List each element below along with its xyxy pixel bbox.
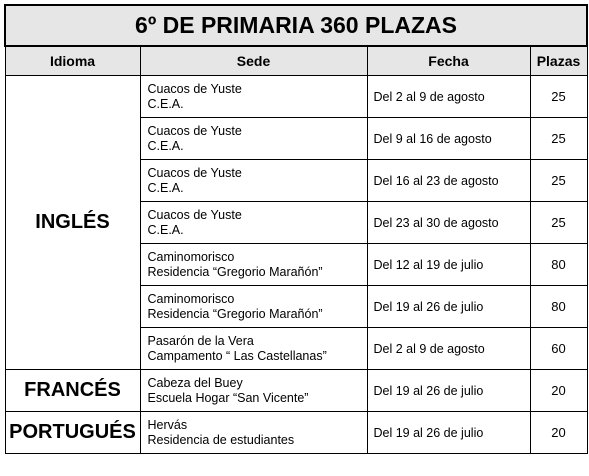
sede-town: Caminomorisco	[147, 291, 235, 306]
sede-venue: Campamento “ Las Castellanas”	[147, 348, 327, 363]
sede-cell	[140, 244, 367, 286]
table-title: 6º DE PRIMARIA 360 PLAZAS	[5, 5, 587, 46]
sede-town: Cuacos de Yuste	[147, 207, 242, 222]
sede-cell	[140, 118, 367, 160]
fecha-cell: Del 23 al 30 de agosto	[367, 202, 530, 244]
fecha-cell: Del 19 al 26 de julio	[367, 412, 530, 454]
plazas-cell: 25	[530, 76, 587, 118]
header-plazas: Plazas	[530, 46, 587, 76]
sede-town: Cuacos de Yuste	[147, 165, 242, 180]
sede-venue: Residencia “Gregorio Marañón”	[147, 306, 323, 321]
sede-venue: C.E.A.	[147, 138, 184, 153]
fecha-cell: Del 12 al 19 de julio	[367, 244, 530, 286]
fecha-cell: Del 19 al 26 de julio	[367, 370, 530, 412]
idioma-cell-frances: FRANCÉS	[5, 370, 140, 412]
sede-cell	[140, 328, 367, 370]
title-row	[5, 5, 587, 46]
plazas-cell: 25	[530, 202, 587, 244]
sede-town: Caminomorisco	[147, 249, 235, 264]
plazas-cell: 25	[530, 118, 587, 160]
sede-town: Hervás	[147, 417, 188, 432]
fecha-cell: Del 19 al 26 de julio	[367, 286, 530, 328]
sede-cell	[140, 286, 367, 328]
fecha-cell: Del 2 al 9 de agosto	[367, 328, 530, 370]
sede-cell	[140, 202, 367, 244]
table-row	[5, 370, 587, 412]
plazas-cell: 80	[530, 244, 587, 286]
table-row	[5, 76, 587, 118]
sede-town: Cabeza del Buey	[147, 375, 243, 390]
sede-venue: C.E.A.	[147, 96, 184, 111]
plazas-cell: 60	[530, 328, 587, 370]
header-fecha: Fecha	[367, 46, 530, 76]
fecha-cell: Del 16 al 23 de agosto	[367, 160, 530, 202]
sede-venue: Residencia “Gregorio Marañón”	[147, 264, 323, 279]
sede-cell	[140, 160, 367, 202]
table-row	[5, 412, 587, 454]
sede-venue: Escuela Hogar “San Vicente”	[147, 390, 309, 405]
fecha-cell: Del 2 al 9 de agosto	[367, 76, 530, 118]
idioma-cell-ingles: INGLÉS	[5, 76, 140, 370]
sede-cell	[140, 370, 367, 412]
sede-venue: C.E.A.	[147, 180, 184, 195]
sede-town: Pasarón de la Vera	[147, 333, 254, 348]
plazas-cell: 20	[530, 370, 587, 412]
sede-town: Cuacos de Yuste	[147, 81, 242, 96]
fecha-cell: Del 9 al 16 de agosto	[367, 118, 530, 160]
idioma-cell-portugues: PORTUGUÉS	[5, 412, 140, 454]
sede-cell	[140, 412, 367, 454]
header-idioma: Idioma	[5, 46, 140, 76]
sede-cell	[140, 76, 367, 118]
sede-venue: C.E.A.	[147, 222, 184, 237]
sede-town: Cuacos de Yuste	[147, 123, 242, 138]
plazas-cell: 25	[530, 160, 587, 202]
header-sede: Sede	[140, 46, 367, 76]
plazas-cell: 80	[530, 286, 587, 328]
header-row	[5, 46, 587, 76]
plazas-cell: 20	[530, 412, 587, 454]
plazas-table	[4, 4, 588, 454]
sede-venue: Residencia de estudiantes	[147, 432, 295, 447]
